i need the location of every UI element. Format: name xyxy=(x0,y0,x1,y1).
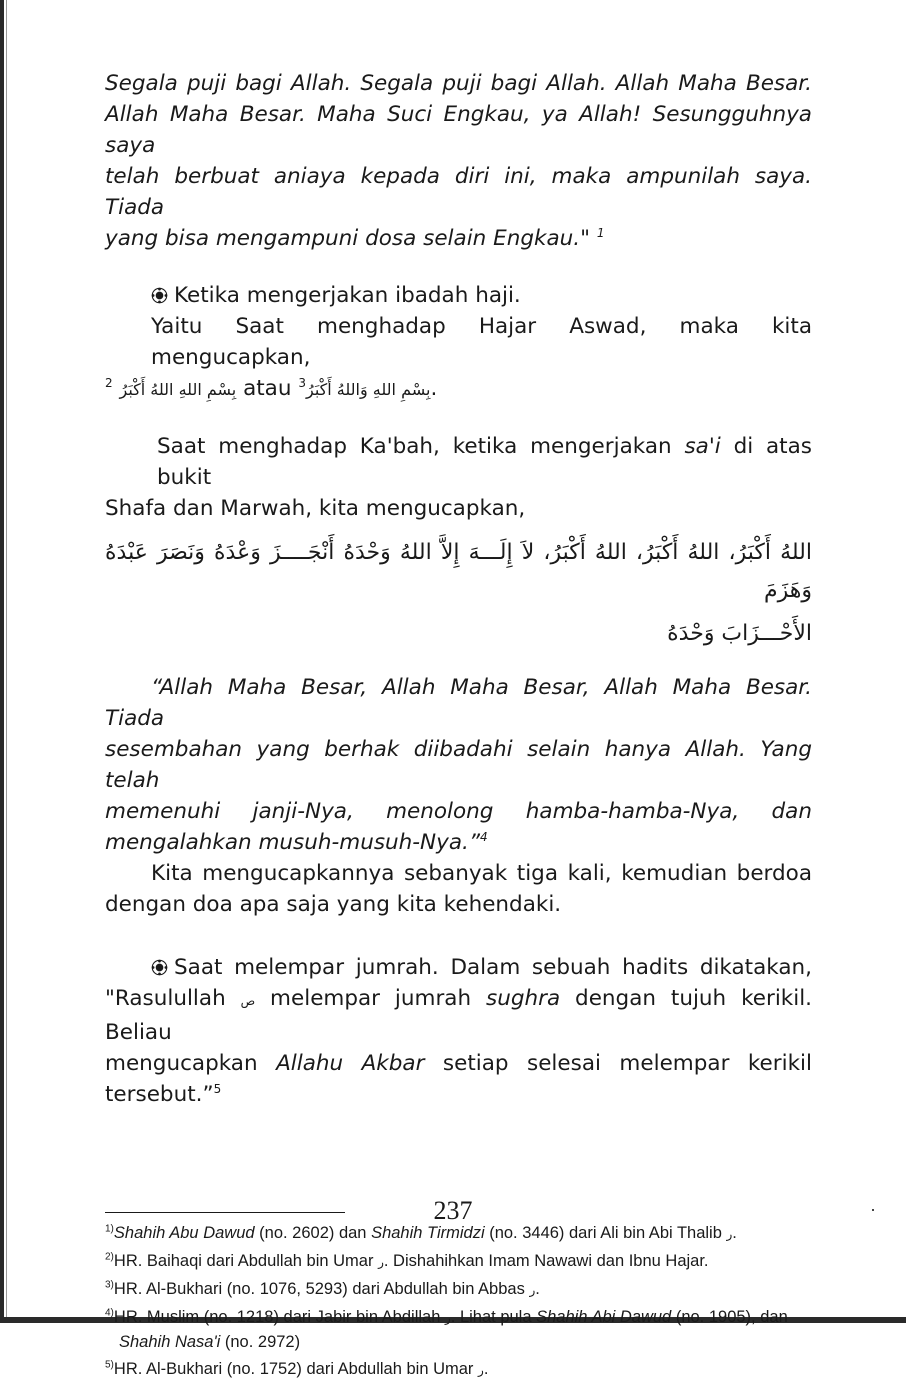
footnote-text: HR. Muslim (no. 1218) dari Jabir bin Abdillah xyxy=(113,1308,441,1326)
honorific-icon: ر xyxy=(726,1227,733,1241)
page-number: 237 xyxy=(433,1196,473,1225)
footnote-text: . Dishahihkan Imam Nawawi dan Ibnu Hajar. xyxy=(383,1252,709,1270)
intro-line: Segala puji bagi Allah. Segala puji bagi Allah. Allah Maha Besar. xyxy=(105,71,812,96)
haji-line: Yaitu Saat menghadap Hajar Aswad, maka kita mengucapkan, xyxy=(151,314,812,370)
saw-honorific-icon: ص xyxy=(240,994,256,1008)
quote-line: sesembahan yang berhak diibadahi selain hanya Allah. Yang telah xyxy=(105,737,812,793)
footnote-ref: 3 xyxy=(298,375,306,390)
footnote-text: . xyxy=(483,1360,489,1378)
sai-term: sa'i xyxy=(684,434,721,459)
footnote-ref: 1 xyxy=(596,225,605,240)
translation-quote xyxy=(105,672,812,858)
haji-heading xyxy=(151,280,812,311)
after-quote-line1: Kita mengucapkannya sebanyak tiga kali, kemudian berdoa xyxy=(151,861,812,886)
footnote-2 xyxy=(105,1249,812,1274)
footnote-text: HR. Al-Bukhari (no. 1076, 5293) dari Abdullah bin Abbas xyxy=(113,1280,525,1298)
after-quote-line2: dengan doa apa saja yang kita kehendaki. xyxy=(105,892,562,917)
jumrah-text: "Rasulullah xyxy=(105,986,226,1011)
footnote-source: Shahih Tirmidzi xyxy=(371,1224,485,1242)
jumrah-line1 xyxy=(151,952,812,983)
quote-line: mengalahkan musuh-musuh-Nya.” xyxy=(105,830,481,855)
period: . xyxy=(430,376,438,401)
jumrah-text: tersebut.” xyxy=(105,1082,214,1107)
honorific-icon: ر xyxy=(478,1363,484,1377)
kabah-line1 xyxy=(157,431,812,493)
footnote-number: 5) xyxy=(105,1359,114,1371)
intro-line: telah berbuat aniaya kepada diri ini, maka ampunilah saya. Tiada xyxy=(105,164,812,220)
footnote-5 xyxy=(105,1357,812,1382)
footnote-text: (no. 2972) xyxy=(220,1333,301,1351)
footnote-text: (no. 3446) dari Ali bin Abi Thalib xyxy=(484,1224,722,1242)
footnote-number: 1) xyxy=(105,1223,114,1235)
kabah-text: di atas bukit xyxy=(157,434,812,490)
jumrah-heading: Saat melempar jumrah. xyxy=(174,955,439,980)
jumrah-text: melempar jumrah xyxy=(270,986,472,1011)
footnote-text: HR. Al-Bukhari (no. 1752) dari Abdullah bin Umar xyxy=(113,1360,474,1378)
footnote-text: (no. 1905), dan xyxy=(671,1308,788,1326)
footnote-number: 3) xyxy=(105,1279,114,1291)
sughra-term: sughra xyxy=(486,986,561,1011)
footnote-text: . xyxy=(535,1280,540,1298)
footnote-ref: 4 xyxy=(480,829,488,844)
atau-text: atau xyxy=(243,376,292,401)
quote-line: memenuhi janji-Nya, menolong hamba-hamba-Nya, dan xyxy=(105,799,812,824)
honorific-icon: ر xyxy=(444,1311,451,1325)
allahu-akbar-term: Allahu Akbar xyxy=(276,1051,425,1076)
intro-paragraph xyxy=(105,68,812,254)
quote-line: “Allah Maha Besar, Allah Maha Besar, Allah Maha Besar. Tiada xyxy=(105,675,812,731)
arabic-phrase-b: بِسْمِ اللهِ وَاللهُ أَكْبَرُ xyxy=(305,380,431,399)
jumrah-text: mengucapkan xyxy=(105,1051,258,1076)
footnote-text: (no. 2602) dan xyxy=(254,1224,372,1242)
intro-line: yang bisa mengampuni dosa selain Engkau." xyxy=(105,226,590,251)
footnote-number: 4) xyxy=(105,1307,114,1319)
footnote-source: Shahih Nasa'i xyxy=(119,1333,221,1351)
footnote-ref: 5 xyxy=(213,1081,222,1096)
haji-arabic-line xyxy=(105,373,812,405)
page-edge-left xyxy=(0,0,4,1323)
footnote-ref: 2 xyxy=(105,375,113,390)
kabah-line2: Shafa dan Marwah, kita mengucapkan, xyxy=(105,496,526,521)
takbir-arabic-line1: اللهُ أَكْبَرُ، اللهُ أَكْبَرُ، اللهُ أَكْبَرُ، لاَ إِلَـــهَ إِلاَّ اللهُ وَحْدَهُ أَنْجَــــزَ وَعْدَهُ وَنَصَرَ عَبْدَهُ وَهَزَمَ xyxy=(105,540,812,603)
footnote-text: . Lihat pula xyxy=(450,1308,537,1326)
jumrah-text: setiap selesai melempar kerikil xyxy=(442,1051,812,1076)
kabah-text: Saat menghadap Ka'bah, ketika mengerjakan xyxy=(157,434,672,459)
scan-speck xyxy=(872,1209,874,1211)
flower-bullet-icon xyxy=(151,959,168,976)
footnote-text: . xyxy=(732,1224,737,1242)
footnote-number: 2) xyxy=(105,1251,114,1263)
intro-line-last xyxy=(105,223,812,254)
takbir-arabic-line2: الأَحْـــزَابَ وَحْدَهُ xyxy=(667,621,812,646)
jumrah-text: Dalam sebuah hadits dikatakan, xyxy=(450,955,812,980)
intro-line: Allah Maha Besar. Maha Suci Engkau, ya Allah! Sesungguhnya saya xyxy=(105,102,812,158)
jumrah-line3 xyxy=(105,1048,812,1079)
jumrah-line4 xyxy=(105,1079,812,1110)
footnote-text: HR. Baihaqi dari Abdullah bin Umar xyxy=(113,1252,374,1270)
footnote-3 xyxy=(105,1277,812,1302)
haji-heading-text: Ketika mengerjakan ibadah haji. xyxy=(174,283,521,308)
page-content xyxy=(105,68,812,1385)
footnote-source: Shahih Abi Dawud xyxy=(536,1308,672,1326)
page-edge-line xyxy=(6,0,7,1323)
honorific-icon: ر xyxy=(529,1283,536,1297)
jumrah-line2 xyxy=(105,983,812,1048)
flower-bullet-icon xyxy=(151,287,168,304)
jumrah-text: dengan tujuh kerikil. Beliau xyxy=(105,986,813,1045)
footnote-4 xyxy=(105,1305,812,1354)
honorific-icon: ر xyxy=(378,1255,384,1269)
quote-line-last xyxy=(105,827,812,858)
arabic-phrase-a: بِسْمِ اللهِ اللهُ أَكْبَرُ xyxy=(119,380,237,399)
footnote-source: Shahih Abu Dawud xyxy=(113,1224,255,1242)
